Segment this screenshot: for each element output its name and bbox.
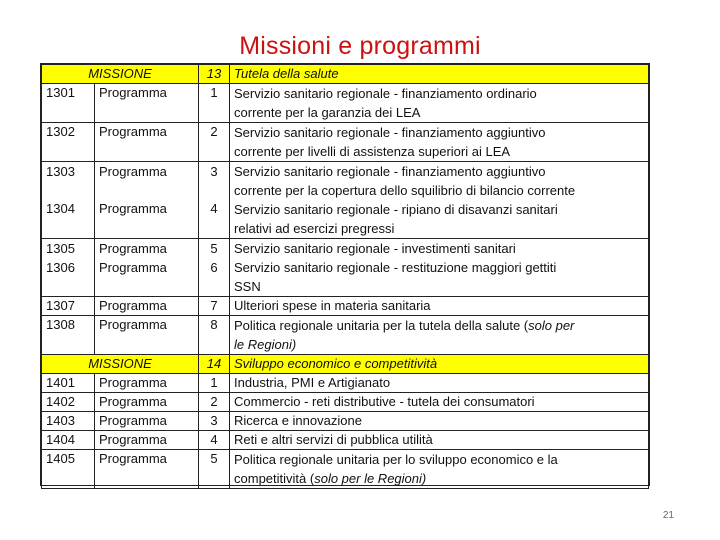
- mission-number: 13: [199, 65, 230, 84]
- program-number: 5: [199, 450, 230, 489]
- program-type: Programma: [95, 297, 199, 316]
- program-number-cell: [199, 239, 230, 297]
- table-row: [42, 393, 649, 412]
- mission-name: Sviluppo economico e competitività: [230, 355, 649, 374]
- description-line: Servizio sanitario regionale - finanziamento aggiuntivo: [234, 164, 546, 179]
- table-row: [42, 84, 649, 123]
- program-code: 1303: [46, 164, 75, 179]
- program-number: 5: [210, 241, 218, 256]
- program-number: 8: [199, 316, 230, 355]
- program-type: Programma: [99, 241, 167, 256]
- program-description: [230, 84, 649, 123]
- program-type: Programma: [99, 201, 167, 216]
- program-code: 1308: [42, 316, 95, 355]
- program-number: 2: [199, 123, 230, 162]
- program-code: 1305: [46, 241, 75, 256]
- mission-name: Tutela della salute: [230, 65, 649, 84]
- program-code: 1401: [42, 374, 95, 393]
- table-row: [42, 297, 649, 316]
- program-type: Programma: [95, 431, 199, 450]
- program-type-cell: [95, 162, 199, 239]
- program-code: 1302: [42, 123, 95, 162]
- program-description: Industria, PMI e Artigianato: [230, 374, 649, 393]
- description-line: Servizio sanitario regionale - investimenti sanitari: [234, 241, 516, 256]
- description-line: [234, 469, 644, 488]
- program-number-cell: [199, 162, 230, 239]
- program-description: Ulteriori spese in materia sanitaria: [230, 297, 649, 316]
- mission-header-13: [42, 65, 649, 84]
- table-row-group: [42, 239, 649, 297]
- table-row: [42, 316, 649, 355]
- program-description: Ricerca e innovazione: [230, 412, 649, 431]
- program-number: 4: [210, 201, 218, 216]
- description-line: Servizio sanitario regionale - finanziamento aggiuntivo: [234, 125, 546, 140]
- program-description: [230, 239, 649, 297]
- mission-header-14: [42, 355, 649, 374]
- description-line: Servizio sanitario regionale - finanziamento ordinario: [234, 86, 537, 101]
- program-code: 1301: [42, 84, 95, 123]
- program-code: 1405: [42, 450, 95, 489]
- description-line: corrente per la garanzia dei LEA: [234, 105, 421, 120]
- program-code-cell: [42, 162, 95, 239]
- description-line: SSN: [234, 279, 261, 294]
- table-row: [42, 123, 649, 162]
- program-type: Programma: [95, 316, 199, 355]
- program-code: 1403: [42, 412, 95, 431]
- slide-title: Missioni e programmi: [239, 32, 481, 60]
- table-row-group: [42, 162, 649, 239]
- program-code: 1402: [42, 393, 95, 412]
- mission-label: MISSIONE: [42, 65, 199, 84]
- program-description: Commercio - reti distributive - tutela dei consumatori: [230, 393, 649, 412]
- missions-table: [40, 63, 650, 486]
- program-code: 1306: [46, 260, 75, 275]
- program-type: Programma: [95, 84, 199, 123]
- program-description: [230, 162, 649, 239]
- program-description: [230, 316, 649, 355]
- program-code: 1404: [42, 431, 95, 450]
- program-type: Programma: [95, 412, 199, 431]
- program-type: Programma: [99, 260, 167, 275]
- description-text: Politica regionale unitaria per la tutela della salute (: [234, 318, 529, 333]
- page-number: 21: [662, 510, 674, 521]
- description-line: Servizio sanitario regionale - ripiano di disavanzi sanitari: [234, 202, 558, 217]
- program-number: 1: [199, 374, 230, 393]
- table-row: [42, 374, 649, 393]
- program-description: Reti e altri servizi di pubblica utilità: [230, 431, 649, 450]
- description-line: corrente per livelli di assistenza superiori ai LEA: [234, 144, 511, 159]
- program-type: Programma: [99, 164, 167, 179]
- program-type: Programma: [95, 393, 199, 412]
- program-type: Programma: [95, 123, 199, 162]
- program-number: 3: [199, 412, 230, 431]
- table-row: [42, 450, 649, 489]
- program-code: 1307: [42, 297, 95, 316]
- description-line: corrente per la copertura dello squilibrio di bilancio corrente: [234, 183, 576, 198]
- program-type: Programma: [95, 374, 199, 393]
- program-code: 1304: [46, 201, 75, 216]
- description-line: relativi ad esercizi pregressi: [234, 221, 395, 236]
- program-number: 4: [199, 431, 230, 450]
- description-italic: solo per: [528, 318, 575, 333]
- mission-label: MISSIONE: [42, 355, 199, 374]
- program-code-cell: [42, 239, 95, 297]
- description-line: Politica regionale unitaria per lo sviluppo economico e la: [234, 452, 558, 467]
- description-italic: solo per le Regioni): [314, 471, 427, 486]
- program-number: 1: [199, 84, 230, 123]
- program-type: Programma: [95, 450, 199, 489]
- description-italic: le Regioni): [234, 337, 297, 352]
- program-number: 7: [199, 297, 230, 316]
- description-line: [234, 316, 644, 335]
- program-description: [230, 123, 649, 162]
- program-number: 3: [210, 164, 218, 179]
- program-description: [230, 450, 649, 489]
- table-row: [42, 431, 649, 450]
- program-type-cell: [95, 239, 199, 297]
- program-number: 6: [210, 260, 218, 275]
- table-row: [42, 412, 649, 431]
- program-number: 2: [199, 393, 230, 412]
- description-text: competitività (: [234, 471, 315, 486]
- description-line: Servizio sanitario regionale - restituzione maggiori gettiti: [234, 260, 557, 275]
- mission-number: 14: [199, 355, 230, 374]
